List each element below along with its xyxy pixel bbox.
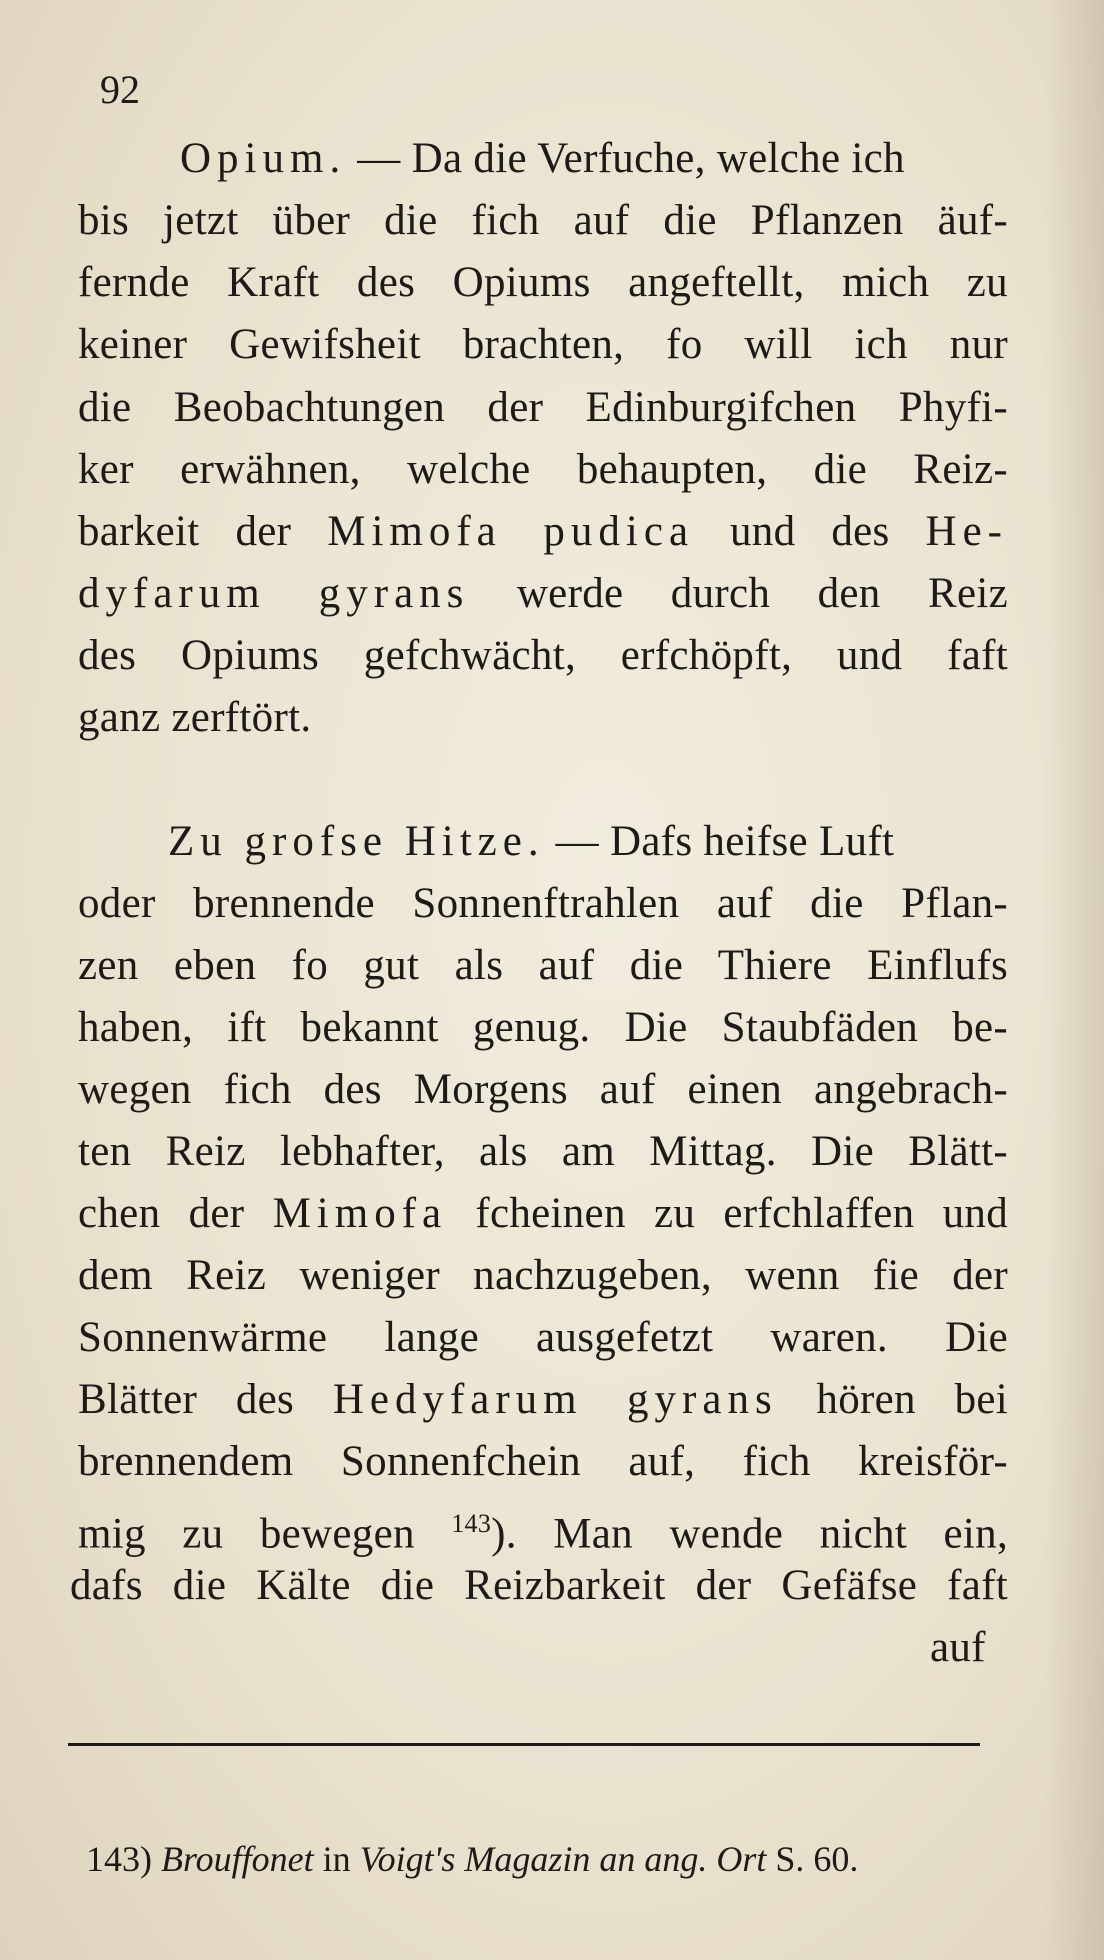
text-line: die Beobachtungen der Edinburgifchen Phyfi- xyxy=(78,384,1008,431)
text-line: wegen fich des Morgens auf einen angebrach- xyxy=(78,1066,1008,1113)
page-edge-shadow xyxy=(1044,0,1104,1960)
text-line: dem Reiz weniger nachzugeben, wenn fie der xyxy=(78,1252,1008,1299)
text-line: dafs die Kälte die Reizbarkeit der Gefäfse faft xyxy=(70,1562,1008,1609)
text-line: dyfarum gyrans werde durch den Reiz xyxy=(78,570,1008,617)
footnote-reference: 143 xyxy=(451,1509,492,1538)
footnote-separator xyxy=(68,1743,980,1746)
text-line: Opium. — Da die Verfuche, welche ich xyxy=(180,135,905,182)
text-line: zen eben fo gut als auf die Thiere Einflufs xyxy=(78,942,1008,989)
text-line: des Opiums gefchwächt, erfchöpft, und faft xyxy=(78,632,1008,679)
footnote-number: 143) xyxy=(86,1839,152,1879)
text-line: chen der Mimofa fcheinen zu erfchlaffen und xyxy=(78,1190,1008,1237)
footnote-author: Brouffonet xyxy=(161,1839,314,1879)
text-line: keiner Gewifsheit brachten, fo will ich nur xyxy=(78,321,1008,368)
text-line: Blätter des Hedyfarum gyrans hören bei xyxy=(78,1376,1008,1423)
text-line: ten Reiz lebhafter, als am Mittag. Die Blätt- xyxy=(78,1128,1008,1175)
footnote-page-ref: S. 60. xyxy=(775,1839,859,1879)
text-line: Zu grofse Hitze. — Dafs heifse Luft xyxy=(168,818,895,865)
text-line: bis jetzt über die fich auf die Pflanzen äuf- xyxy=(78,197,1008,244)
text-line: oder brennende Sonnenftrahlen auf die Pflan- xyxy=(78,880,1008,927)
text-line: brennendem Sonnenfchein auf, fich kreisför- xyxy=(78,1438,1008,1485)
text-line: Sonnenwärme lange ausgefetzt waren. Die xyxy=(78,1314,1008,1361)
text-line: barkeit der Mimofa pudica und des He- xyxy=(78,508,1008,555)
page-number: 92 xyxy=(100,67,140,112)
text-line: ker erwähnen, welche behaupten, die Reiz- xyxy=(78,446,1008,493)
footnote xyxy=(86,1837,858,1881)
text-line: haben, ift bekannt genug. Die Staubfäden be- xyxy=(78,1004,1008,1051)
text-line: mig zu bewegen $^{143}$). Man wende nicht ein, xyxy=(78,1509,1008,1558)
text-line: fernde Kraft des Opiums angeftellt, mich zu xyxy=(78,259,1008,306)
footnote-connector: in xyxy=(322,1839,351,1879)
text-line: ganz zerftört. xyxy=(78,694,312,741)
catchword: auf xyxy=(930,1624,986,1671)
footnote-source: Voigt's Magazin an ang. Ort xyxy=(359,1839,767,1879)
